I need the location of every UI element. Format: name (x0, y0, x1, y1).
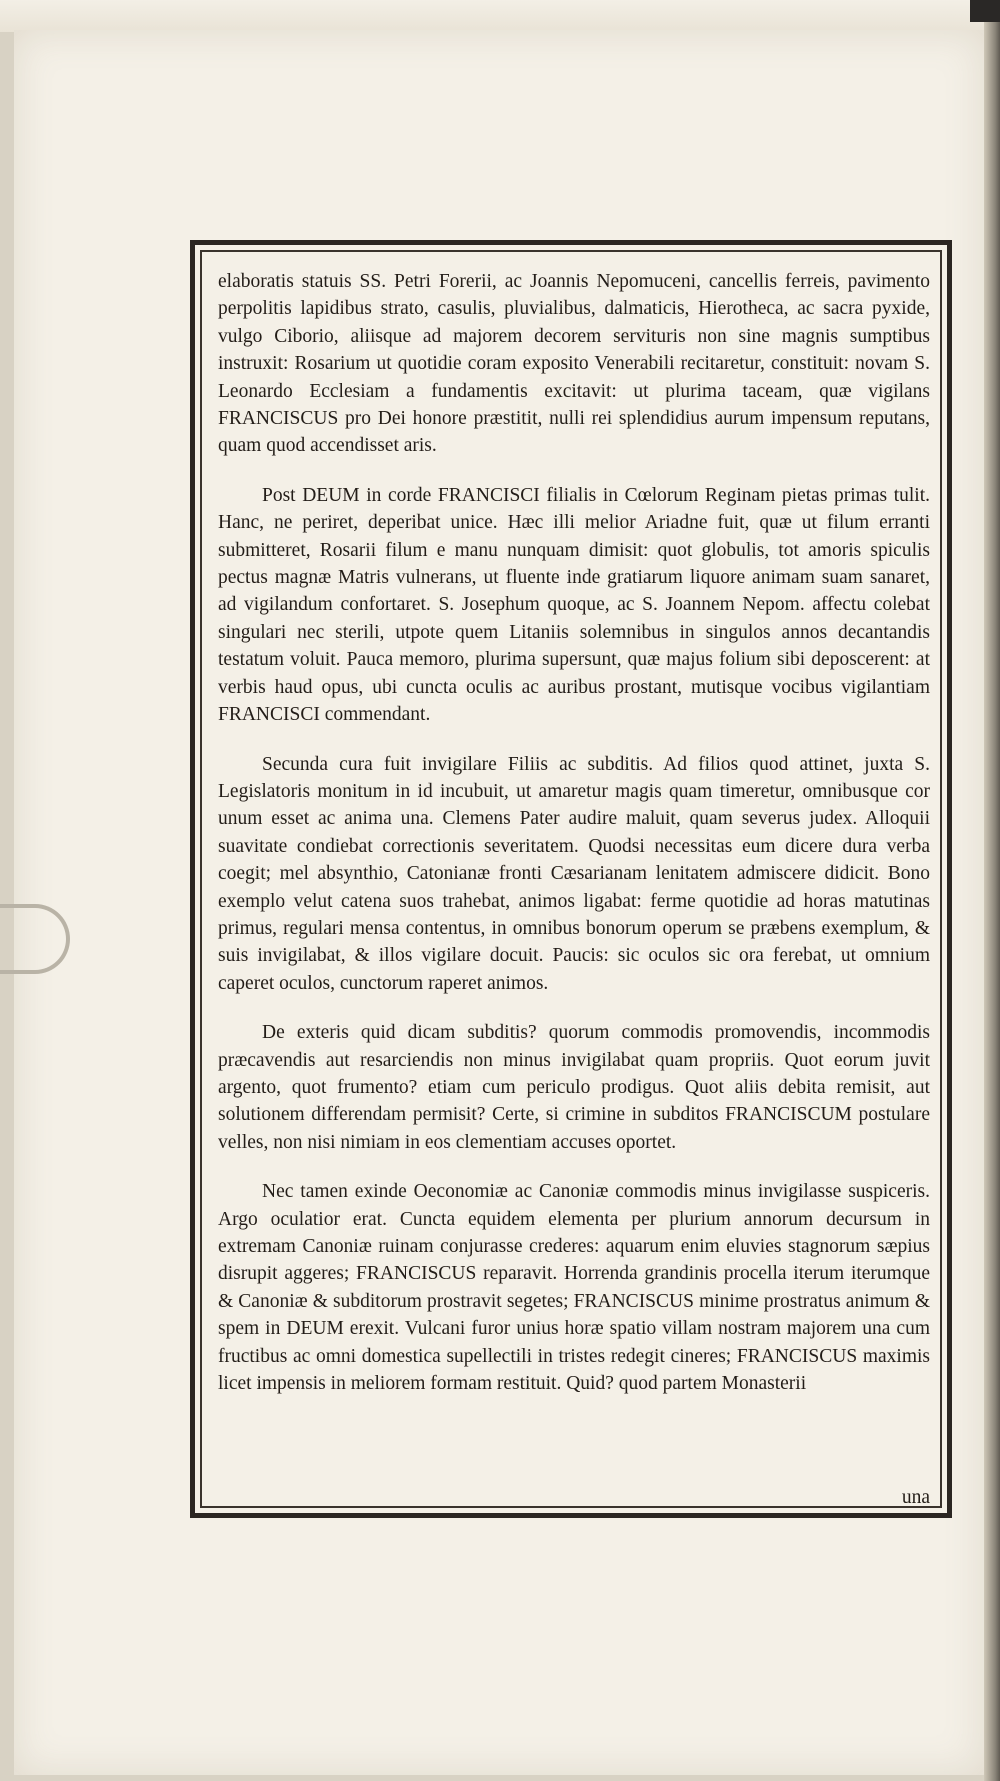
background-corner (970, 0, 1000, 22)
catchword: una (901, 1487, 930, 1508)
paper-clip-mark (0, 904, 70, 974)
paragraph-3: Secunda cura fuit invigilare Filiis ac subditis. Ad filios quod attinet, juxta S. Legislatoris monitum in id incubuit, ut amaretur magis quam timeretur, omnibusque cor unum esset ac anima una. Clemens Pater audire maluit, quam severus judex. Alloquii suavitate condiebat correctionis severitatem. Quodsi necessitas eum dicere dura verba coegit; mel absynthio, Catonianæ fronti Cæsarianam lenitatem admiscere didicit. Bono exemplo velut catena suos trahebat, animos ligabat: ferme quotidie ad horas matutinas primus, regulari mensa contentus, in omnibus bonorum operum se præbens exemplum, & suis invigilabat, & illos vigilare docuit. Paucis: sic oculos sic ora ferebat, ut omnium caperet oculos, cunctorum raperet animos. (218, 753, 930, 994)
paragraph-4: De exteris quid dicam subditis? quorum commodis promovendis, incommodis præcavendis aut resarciendis non minus invigilabat quam propriis. Quot eorum juvit argento, quot frumento? etiam cum periculo prodigus. Quot aliis debita remisit, aut solutionem differendam permisit? Certe, si crimine in subditos FRANCISCUM postulare velles, non nisi nimiam in eos clementiam accuses oportet. (218, 1022, 930, 1153)
paragraph-5: Nec tamen exinde Oeconomiæ ac Canoniæ commodis minus invigilasse suspiceris. Argo oculatior erat. Cuncta equidem elementa per plurium annorum decursum in extremam Canoniæ ruinam conjurasse crederes: aquarum enim eluvies stagnorum sæpius disrupit aggeres; FRANCISCUS reparavit. Horrenda grandinis procella iterum iterumque & Canoniæ & subditorum prostravit segetes; FRANCISCUS minime prostratus animum & spem in DEUM erexit. Vulcani furor unius horæ spatio villam nostram majorem una cum fructibus ac omni domestica supellectili in tristes redegit cineres; FRANCISCUS maximis licet impensis in meliorem formam restituit. Quid? quod partem Monasterii (218, 1181, 930, 1395)
paragraph-2: Post DEUM in corde FRANCISCI filialis in Cœlorum Reginam pietas primas tulit. Hanc, ne periret, deperibat unice. Hæc illi melior Ariadne fuit, quæ ut filum erranti submitteret, Rosarii filum e manu nunquam dimisit: quot globulis, tot amoris spiculis pectus magnæ Matris vulnerans, ut fluente inde gratiarum liquore animam suam sanaret, ad vigilandum confortaret. S. Josephum quoque, ac S. Joannem Nepom. affectu colebat singulari nec sterili, utpote quem Litaniis solemnibus in singulos annos decantandis testatum voluit. Pauca memoro, plurima supersunt, quæ majus folium sibi deposcerent: at verbis haud opus, ubi cuncta oculis ac auribus prostant, mutisque vocibus vigilantiam FRANCISCI commendant. (218, 484, 930, 726)
paragraph-1: elaboratis statuis SS. Petri Forerii, ac Joannis Nepomuceni, cancellis ferreis, pavimento perpolitis lapidibus strato, casulis, pluvialibus, dalmaticis, Hierotheca, ac sacra pyxide, vulgo Ciborio, aliisque ad majorem decorem servituris non sine magnis sumptibus instruxit: Rosarium ut quotidie coram exposito Venerabili recitaretur, constituit: novam S. Leonardo Ecclesiam a fundamentis excitavit: ut plurima taceam, quæ vigilans FRANCISCUS pro Dei honore præstitit, nulli rei splendidius aurum impensum reputans, quam quod accendisset aris. (218, 271, 930, 457)
body-text (218, 268, 930, 1397)
page-right-edge (984, 0, 1000, 1781)
page-top-edge (0, 0, 1000, 32)
